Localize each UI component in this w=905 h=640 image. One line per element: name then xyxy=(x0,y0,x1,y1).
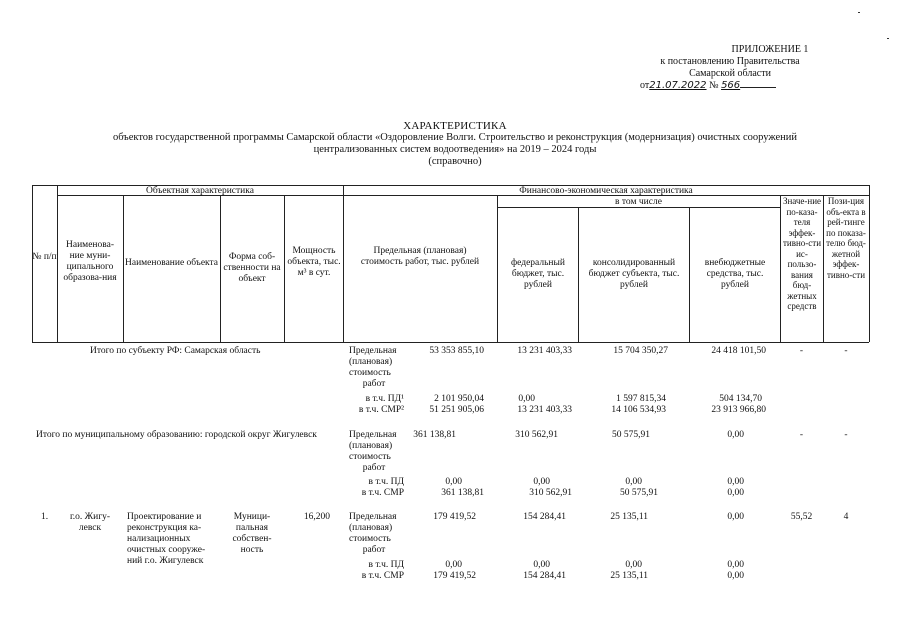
cell-federal: 310 562,91 xyxy=(529,488,572,498)
cell-cost: 361 138,81 xyxy=(413,430,456,440)
row-cost-label: Предельная (плановая) стоимость работ xyxy=(349,430,397,473)
cell-consolidated: 25 135,11 xyxy=(610,512,648,522)
title-heading: ХАРАКТЕРИСТИКА xyxy=(403,120,507,132)
cell-cost: 179 419,52 xyxy=(433,512,476,522)
cell-consolidated: 0,00 xyxy=(625,477,642,487)
cell-offbudget: 0,00 xyxy=(727,430,744,440)
appendix-line2: к постановлению Правительства xyxy=(660,56,800,67)
cell-federal: 154 284,41 xyxy=(523,512,566,522)
scan-speck xyxy=(887,38,889,39)
cell-offbudget: 0,00 xyxy=(727,512,744,522)
cell-cost: 179 419,52 xyxy=(433,571,476,581)
header-offbudget: внебюджетные средства, тыс. рублей xyxy=(704,258,766,290)
header-cost: Предельная (плановая) стоимость работ, тыс. рублей xyxy=(360,246,480,267)
title-line2: централизованных систем водоотведения» на 2019 – 2024 годы xyxy=(313,144,597,155)
row-cost-label: Предельная (плановая) стоимость работ xyxy=(349,512,397,555)
header-indicator: Значе-ние по-каза-теля эффек-тивно-сти ис-пользо-вания бюд-жетных средств xyxy=(782,196,822,311)
cell-cost: 0,00 xyxy=(445,560,462,570)
appendix-title: ПРИЛОЖЕНИЕ 1 xyxy=(731,44,809,55)
header-consolidated: консолидированный бюджет субъекта, тыс. рублей xyxy=(588,258,680,290)
cell-rank: 4 xyxy=(843,512,849,522)
cell-indicator: - xyxy=(799,346,804,356)
cell-consolidated: 25 135,11 xyxy=(610,571,648,581)
header-ownership: Форма соб-ственности на объект xyxy=(223,252,281,284)
scan-speck xyxy=(858,12,860,13)
appendix-line3: Самарской области xyxy=(689,68,771,79)
cell-consolidated: 50 575,91 xyxy=(620,488,658,498)
header-num: № п/п xyxy=(32,252,57,262)
header-including: в том числе xyxy=(615,197,662,207)
cell-offbudget: 24 418 101,50 xyxy=(711,346,766,356)
row-label: Итого по субъекту РФ: Самарская область xyxy=(90,346,261,356)
cell-cost: 53 353 855,10 xyxy=(429,346,484,356)
cell-federal: 13 231 403,33 xyxy=(517,346,572,356)
row-smr-label: в т.ч. СМР² xyxy=(358,405,404,415)
header-financial-group: Финансово-экономическая характеристика xyxy=(519,186,693,196)
document-title xyxy=(40,120,870,168)
cell-federal: 310 562,91 xyxy=(515,430,558,440)
header-capacity: Мощность объекта, тыс. м³ в сут. xyxy=(287,246,341,278)
cell-indicator: - xyxy=(799,430,804,440)
cell-cost: 361 138,81 xyxy=(441,488,484,498)
cell-rank: - xyxy=(844,430,848,440)
handwritten-date: 21.07.2022 xyxy=(649,80,707,91)
cell-capacity: 16,200 xyxy=(303,512,330,522)
row-label: Итого по муниципальному образованию: городской округ Жигулевск xyxy=(36,430,317,440)
cell-ownership: Муници-пальная собствен-ность xyxy=(232,512,272,555)
cell-federal: 154 284,41 xyxy=(523,571,566,581)
header-federal: федеральный бюджет, тыс. рублей xyxy=(511,258,565,290)
cell-offbudget: 0,00 xyxy=(727,560,744,570)
header-object-group: Объектная характеристика xyxy=(146,186,254,196)
row-smr-label: в т.ч. СМР xyxy=(361,488,404,498)
cell-federal: 0,00 xyxy=(533,560,550,570)
cell-offbudget: 504 134,70 xyxy=(719,394,762,404)
handwritten-number: 566 xyxy=(721,80,741,91)
cell-rank: - xyxy=(844,346,848,356)
cell-consolidated: 1 597 815,34 xyxy=(616,394,666,404)
cell-cost: 2 101 950,04 xyxy=(434,394,484,404)
cell-num: 1. xyxy=(40,512,49,522)
title-line3: (справочно) xyxy=(428,156,482,167)
cell-offbudget: 0,00 xyxy=(727,488,744,498)
cell-federal: 0,00 xyxy=(533,477,550,487)
row-pd-label: в т.ч. ПД xyxy=(368,560,404,570)
appendix-block xyxy=(600,44,860,92)
cell-cost: 51 251 905,06 xyxy=(429,405,484,415)
cell-offbudget: 0,00 xyxy=(727,477,744,487)
header-rank: Пози-ция объ-екта в рей-тинге по показа-телю бюд-жетной эффек-тивно-сти xyxy=(826,196,866,280)
cell-indicator: 55,52 xyxy=(790,512,813,522)
cell-offbudget: 0,00 xyxy=(727,571,744,581)
row-pd-label: в т.ч. ПД¹ xyxy=(365,394,404,404)
header-object-name: Наименование объекта xyxy=(125,258,219,268)
cell-municipality: г.о. Жигу-левск xyxy=(69,512,111,533)
cell-consolidated: 15 704 350,27 xyxy=(613,346,668,356)
cell-federal: 0,00 xyxy=(518,394,535,404)
cell-consolidated: 50 575,91 xyxy=(612,430,650,440)
title-line1: объектов государственной программы Самарской области «Оздоровление Волги. Строительство и реконструкция (модернизация) очистных сооружений xyxy=(112,132,798,143)
cell-cost: 0,00 xyxy=(445,477,462,487)
row-smr-label: в т.ч. СМР xyxy=(361,571,404,581)
header-municipality: Наименова-ние муни-ципального образова-ния xyxy=(63,240,117,283)
cell-offbudget: 23 913 966,80 xyxy=(711,405,766,415)
cell-consolidated: 14 106 534,93 xyxy=(611,405,666,415)
cell-federal: 13 231 403,33 xyxy=(517,405,572,415)
appendix-date-line: от21.07.2022 № 566 xyxy=(600,80,860,92)
cell-consolidated: 0,00 xyxy=(625,560,642,570)
row-pd-label: в т.ч. ПД xyxy=(368,477,404,487)
cell-object-name: Проектирование и реконструкция ка-нализационных очистных сооруже-ний г.о. Жигулевск xyxy=(127,512,206,566)
row-cost-label: Предельная (плановая) стоимость работ xyxy=(349,346,397,389)
